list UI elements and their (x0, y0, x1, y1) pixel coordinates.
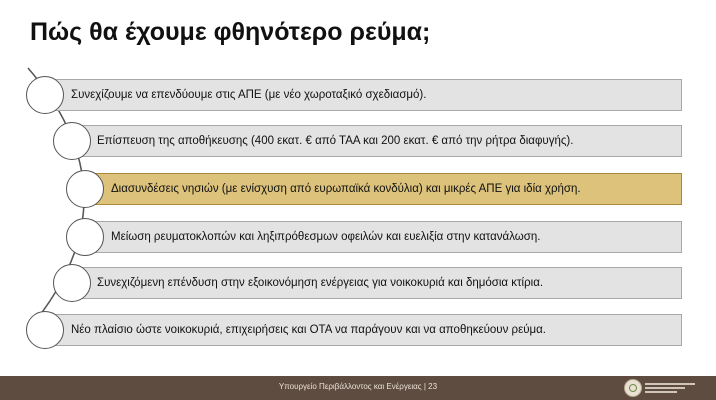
list-item-highlighted[interactable] (86, 173, 682, 205)
bullet-circle-icon (53, 122, 91, 160)
ministry-seal-icon (624, 379, 642, 397)
list-item-text: Μείωση ρευματοκλοπών και ληξιπρόθεσμων οφειλών και ευελιξία στην κατανάλωση. (111, 231, 541, 243)
bullet-circle-icon (26, 311, 64, 349)
list-item-text: Συνεχίζουμε να επενδύουμε στις ΑΠΕ (με νέο χωροταξικό σχεδιασμό). (71, 89, 427, 101)
slide-title: Πώς θα έχουμε φθηνότερο ρεύμα; (30, 18, 431, 46)
list-item-text: Επίσπευση της αποθήκευσης (400 εκατ. € από ΤΑΑ και 200 εκατ. € από την ρήτρα διαφυγής). (97, 135, 574, 147)
bullet-circle-icon (66, 218, 104, 256)
list-item[interactable] (48, 314, 682, 346)
bullet-circle-icon (66, 170, 104, 208)
list-item[interactable] (48, 79, 682, 111)
bullet-circle-icon (53, 264, 91, 302)
list-item[interactable] (73, 125, 682, 157)
bullet-circle-icon (26, 76, 64, 114)
list-item-text: Συνεχιζόμενη επένδυση στην εξοικονόμηση ενέργειας για νοικοκυριά και δημόσια κτίρια. (97, 277, 544, 289)
logo-wordmark (645, 381, 695, 393)
footer-bar (0, 376, 716, 400)
list-item[interactable] (86, 221, 682, 253)
list-item-text: Διασυνδέσεις νησιών (με ενίσχυση από ευρωπαϊκά κονδύλια) και μικρές ΑΠΕ για ιδία χρήση. (111, 183, 581, 195)
list-item-text: Νέο πλαίσιο ώστε νοικοκυριά, επιχειρήσεις και ΟΤΑ να παράγουν και να αποθηκεύουν ρεύμα. (71, 324, 546, 336)
list-item[interactable] (73, 267, 682, 299)
footer-text: Υπουργείο Περιβάλλοντος και Ενέργειας | 23 (278, 382, 438, 391)
